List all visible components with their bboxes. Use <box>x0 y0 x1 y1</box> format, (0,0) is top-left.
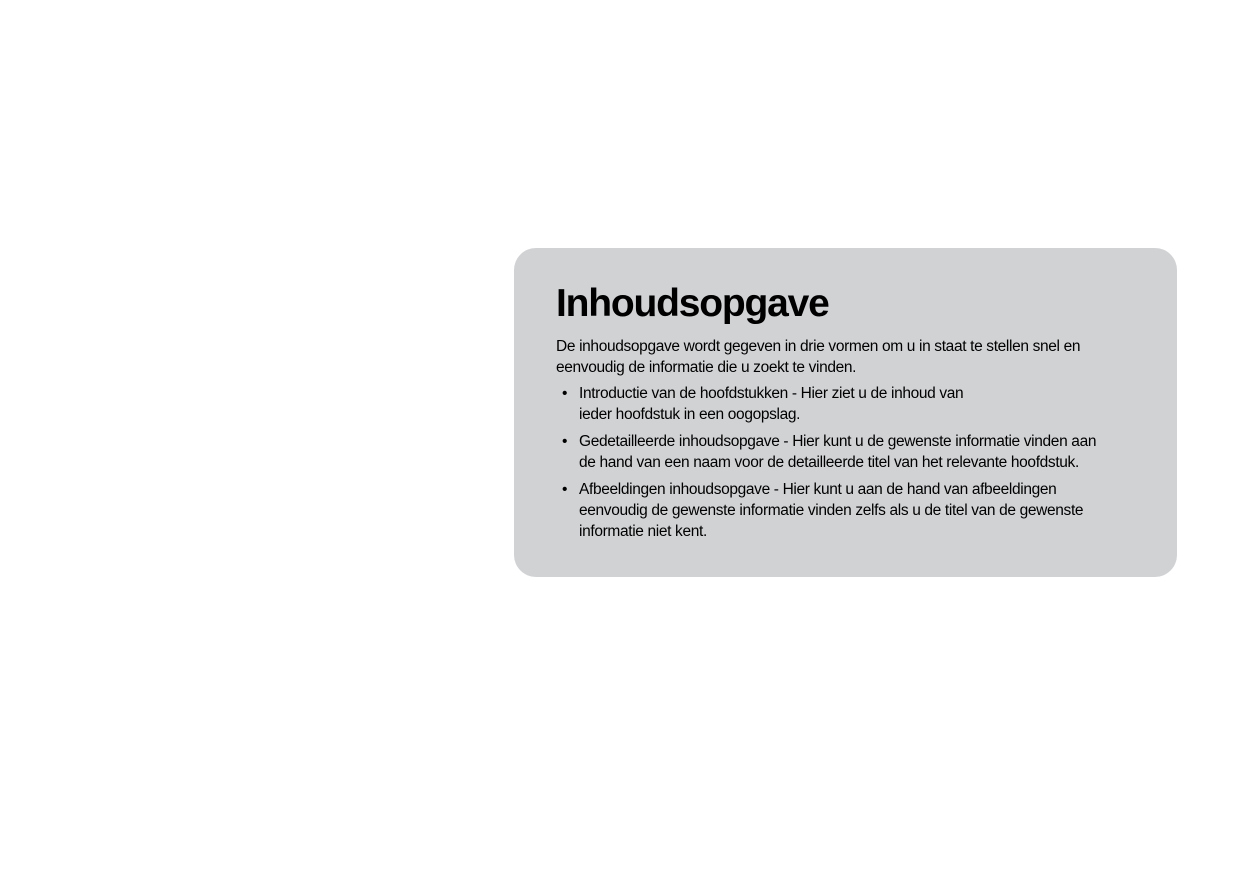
list-item-pictorial-contents <box>556 479 1137 542</box>
intro-line-1: De inhoudsopgave wordt gegeven in drie vormen om u in staat te stellen snel en <box>556 338 1081 355</box>
bullet-icon: • <box>562 385 568 402</box>
bullet-icon: • <box>562 481 568 498</box>
list-item-text <box>579 383 989 425</box>
list-item-text <box>579 431 1137 473</box>
list-item-detailed-contents <box>556 431 1137 473</box>
list-item-chapter-introduction <box>556 383 1137 425</box>
list-item-line: eenvoudig de gewenste informatie vinden zelfs als u de titel van de gewenste <box>579 502 1084 519</box>
bullet-icon: • <box>562 433 568 450</box>
list-item-text <box>579 479 1137 542</box>
toc-forms-list <box>556 383 1137 542</box>
intro-paragraph <box>556 336 1137 378</box>
list-item-line: Gedetailleerde inhoudsopgave - Hier kunt u de gewenste informatie vinden aan <box>579 433 1097 450</box>
intro-line-2: eenvoudig de informatie die u zoekt te vinden. <box>556 359 857 376</box>
list-item-line: Afbeeldingen inhoudsopgave - Hier kunt u aan de hand van afbeeldingen <box>579 481 1057 498</box>
list-item-line: de hand van een naam voor de detailleerde titel van het relevante hoofdstuk. <box>579 454 1079 471</box>
list-item-line: ieder hoofdstuk in een oogopslag. <box>579 406 801 423</box>
section-title: Inhoudsopgave <box>556 282 829 325</box>
table-of-contents-info-box <box>514 248 1177 577</box>
list-item-line: informatie niet kent. <box>579 523 707 540</box>
list-item-line: Introductie van de hoofdstukken - Hier ziet u de inhoud van <box>579 385 964 402</box>
